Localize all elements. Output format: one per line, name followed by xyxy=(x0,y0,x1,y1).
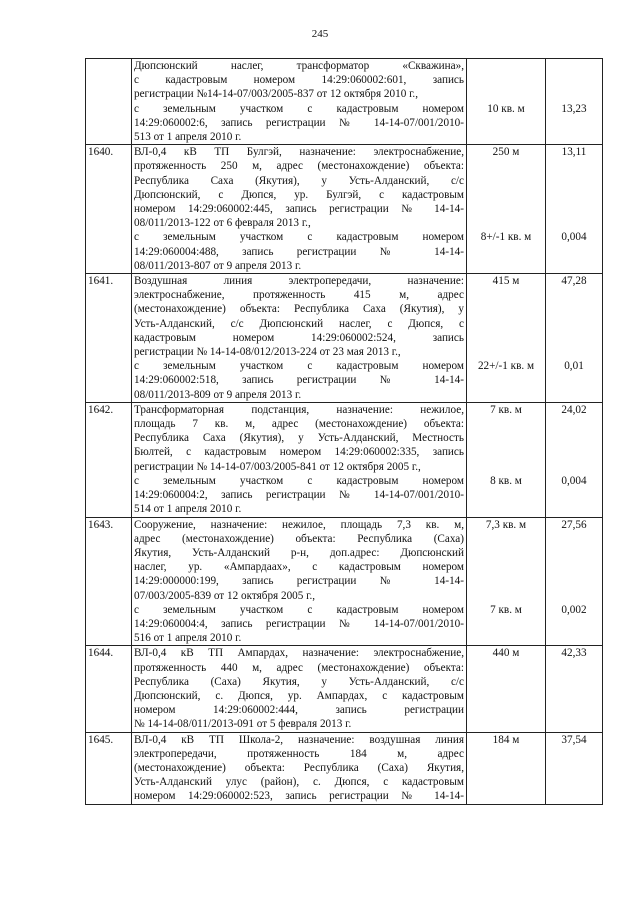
object-size xyxy=(467,732,546,804)
description-line: номером 14:29:060002:445, запись регистрации № 14-14- xyxy=(134,203,464,216)
row-number: 1643. xyxy=(86,517,132,646)
page-number: 245 xyxy=(311,28,329,40)
object-size xyxy=(467,59,546,145)
table-row xyxy=(86,145,603,274)
size-value: 10 кв. м xyxy=(487,102,525,115)
object-value xyxy=(546,274,603,403)
description-line: с земельным участком с кадастровым номером xyxy=(134,102,464,115)
table-row xyxy=(86,646,603,732)
size-value: 22+/-1 кв. м xyxy=(477,360,535,373)
size-value: 415 м xyxy=(492,275,520,288)
object-size xyxy=(467,517,546,646)
amount-value: 0,004 xyxy=(561,231,587,244)
object-description xyxy=(132,59,467,145)
description-line: Дюпсюнский, с. Дюпся, ур. Ампардах, с кадастровым xyxy=(134,689,464,702)
description-line: ВЛ-0,4 кВ ТП Булгэй, назначение: электроснабжение, xyxy=(134,146,464,159)
description-line: Усть-Алданский, с/с Дюпсюнский наслег, с Дюпся, с xyxy=(134,317,464,330)
object-value xyxy=(546,145,603,274)
description-line: 14:29:000000:199, запись регистрации № 14-14- xyxy=(134,575,464,588)
row-number: 1640. xyxy=(86,145,132,274)
object-description xyxy=(132,402,467,517)
description-line: регистрации № 14-14-08/012/2013-224 от 23 мая 2013 г., xyxy=(134,346,401,359)
registry-body xyxy=(86,59,603,805)
size-value: 7 кв. м xyxy=(490,603,522,616)
description-line: Республика Саха (Якутия), у Усть-Алданский, Местность xyxy=(134,432,464,445)
description-line: с земельным участком с кадастровым номером xyxy=(134,603,464,616)
description-line: номером 14:29:060002:444, запись регистрации xyxy=(134,704,464,717)
amount-value: 0,01 xyxy=(564,360,584,373)
description-line: 07/003/2005-839 от 12 октября 2005 г., xyxy=(134,589,316,602)
amount-value: 0,004 xyxy=(561,474,587,487)
object-size xyxy=(467,646,546,732)
table-row xyxy=(86,402,603,517)
row-number: 1645. xyxy=(86,732,132,804)
amount-value: 42,33 xyxy=(561,647,587,660)
description-line: 14:29:060002:6, запись регистрации № 14-14-07/001/2010- xyxy=(134,116,464,129)
description-line: 14:29:060004:488, запись регистрации № 14-14- xyxy=(134,245,464,258)
object-description xyxy=(132,646,467,732)
object-value xyxy=(546,646,603,732)
object-description xyxy=(132,145,467,274)
size-value: 8 кв. м xyxy=(490,474,522,487)
registry-table xyxy=(85,58,603,805)
object-size xyxy=(467,145,546,274)
size-value: 8+/-1 кв. м xyxy=(480,231,532,244)
description-line: Якутия, Усть-Алданский р-н, доп.адрес: Дюпсюнский xyxy=(134,546,464,559)
amount-value: 13,23 xyxy=(561,102,587,115)
description-line: адрес (местонахождение) объекта: Республика (Саха) xyxy=(134,532,464,545)
description-line: Республика Саха (Якутия), у Усть-Алданский, с/с xyxy=(134,174,464,187)
description-line: протяженность 440 м, адрес (местонахождение) объекта: xyxy=(134,661,464,674)
description-line: 08/011/2013-807 от 9 апреля 2013 г. xyxy=(134,259,302,272)
description-line: Трансформаторная подстанция, назначение: нежилое, xyxy=(134,403,464,416)
amount-value: 0,002 xyxy=(561,603,587,616)
description-line: 14:29:060004:4, запись регистрации № 14-14-07/001/2010- xyxy=(134,617,464,630)
description-line: 514 от 1 апреля 2010 г. xyxy=(134,503,242,516)
description-line: регистрации №14-14-07/003/2005-837 от 12 октября 2010 г., xyxy=(134,88,419,101)
size-value: 7 кв. м xyxy=(490,403,522,416)
size-value: 7,3 кв. м xyxy=(485,518,527,531)
description-line: № 14-14-08/011/2013-091 от 5 февраля 2013 г. xyxy=(134,718,352,731)
row-number: 1641. xyxy=(86,274,132,403)
description-line: (местонахождение) объекта: Республика Саха (Якутия), у xyxy=(134,303,464,316)
amount-value: 37,54 xyxy=(561,733,587,746)
description-line: протяженность 250 м, адрес (местонахождение) объекта: xyxy=(134,160,464,173)
description-line: 08/011/2013-809 от 9 апреля 2013 г. xyxy=(134,388,302,401)
amount-value: 13,11 xyxy=(561,146,587,159)
description-line: Сооружение, назначение: нежилое, площадь 7,3 кв. м, xyxy=(134,518,464,531)
object-description xyxy=(132,517,467,646)
object-size xyxy=(467,274,546,403)
description-line: 513 от 1 апреля 2010 г. xyxy=(134,131,242,144)
description-line: номером 14:29:060002:523, запись регистрации № 14-14- xyxy=(134,790,464,803)
description-line: с земельным участком с кадастровым номером xyxy=(134,360,464,373)
description-line: ВЛ-0,4 кВ ТП Ампардах, назначение: электроснабжение, xyxy=(134,647,464,660)
row-number xyxy=(86,59,132,145)
amount-value: 47,28 xyxy=(561,275,587,288)
description-line: площадь 7 кв. м, адрес (местонахождение) объекта: xyxy=(134,418,464,431)
description-line: Дюпсюнский, с Дюпся, ур. Булгэй, с кадастровым xyxy=(134,188,464,201)
description-line: с земельным участком с кадастровым номером xyxy=(134,231,464,244)
description-line: наслег, ур. «Ампардаах», с кадастровым номером xyxy=(134,561,464,574)
row-number: 1644. xyxy=(86,646,132,732)
description-line: с земельным участком с кадастровым номером xyxy=(134,474,464,487)
description-line: Воздушная линия электропередачи, назначение: xyxy=(134,275,464,288)
amount-value: 24,02 xyxy=(561,403,587,416)
description-line: 08/011/2013-122 от 6 февраля 2013 г., xyxy=(134,217,311,230)
description-line: 14:29:060002:518, запись регистрации № 14-14- xyxy=(134,374,464,387)
description-line: Бюлтей, с кадастровым номером 14:29:060002:335, запись xyxy=(134,446,464,459)
object-value xyxy=(546,517,603,646)
description-line: (местонахождение) объекта: Республика (Саха) Якутия, xyxy=(134,761,464,774)
description-line: Усть-Алданский улус (район), с. Дюпся, с кадастровым xyxy=(134,776,464,789)
description-line: электропередачи, протяженность 184 м, адрес xyxy=(134,747,464,760)
amount-value: 27,56 xyxy=(561,518,587,531)
table-row xyxy=(86,59,603,145)
object-value xyxy=(546,732,603,804)
table-row xyxy=(86,517,603,646)
description-line: 14:29:060004:2, запись регистрации № 14-14-07/001/2010- xyxy=(134,489,464,502)
description-line: с кадастровым номером 14:29:060002:601, запись xyxy=(134,74,464,87)
object-description xyxy=(132,274,467,403)
description-line: Республика (Саха) Якутия, у Усть-Алданский, с/с xyxy=(134,675,464,688)
size-value: 250 м xyxy=(492,146,520,159)
object-value xyxy=(546,59,603,145)
table-row xyxy=(86,732,603,804)
description-line: 516 от 1 апреля 2010 г. xyxy=(134,632,242,645)
size-value: 440 м xyxy=(492,647,520,660)
description-line: Дюпсюнский наслег, трансформатор «Скважина», xyxy=(134,60,464,72)
description-line: электроснабжение, протяженность 415 м, адрес xyxy=(134,289,464,302)
object-size xyxy=(467,402,546,517)
table-row xyxy=(86,274,603,403)
object-value xyxy=(546,402,603,517)
object-description xyxy=(132,732,467,804)
description-line: регистрации № 14-14-07/003/2005-841 от 12 октября 2005 г., xyxy=(134,460,421,473)
size-value: 184 м xyxy=(492,733,520,746)
description-line: кадастровым номером 14:29:060002:524, запись xyxy=(134,331,464,344)
description-line: ВЛ-0,4 кВ ТП Школа-2, назначение: воздушная линия xyxy=(134,733,464,746)
row-number: 1642. xyxy=(86,402,132,517)
